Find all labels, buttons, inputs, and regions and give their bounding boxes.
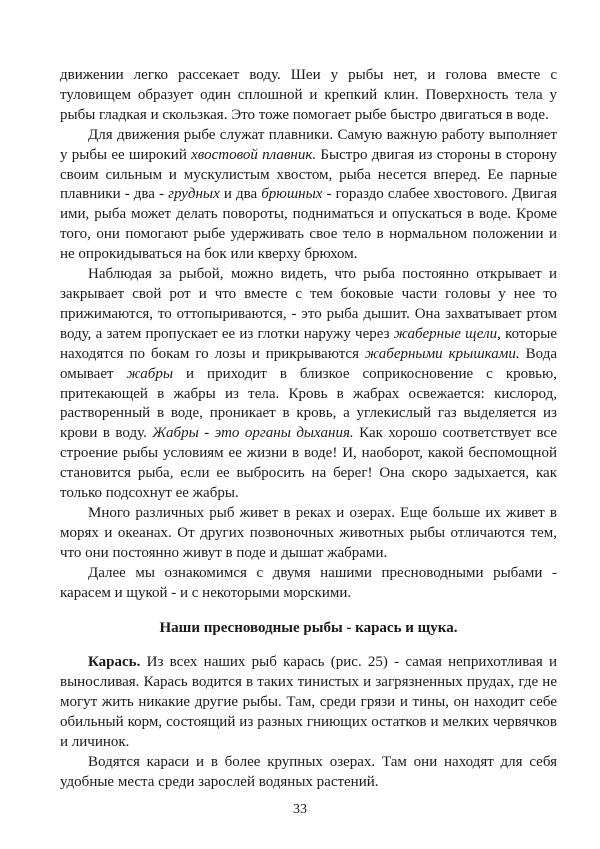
text-run: Быстро двигая из стороны в сторону своим сильным и мускулистым хвостом, рыба несется вперед. Ее парные плавники - два - (60, 146, 557, 203)
text-run: Наблюдая за рыбой, можно видеть, что рыба постоянно открывает и закрывает свой рот и что вместе с тем боковые части головы у нее то прижимаются, то оттопыриваются, - это рыба дышит. Она захватывает ртом воду, а затем пропускает ее из глотки наружу через (60, 266, 557, 342)
text-run: и приходит в близкое соприкосновение с кровью, притекающей в жабры из тела. Кровь в жабрах освежается: кислород, растворенный в воде, проникает в кровь, а углекислый газ выделяется из крови в воду. (60, 365, 557, 442)
text-run: Как хорошо соответствует все строение рыбы условиям ее жизни в воде! И, наоборот, какой беспомощной становится рыба, если ее выбросить на берег! Она скоро задыхается, как только подсохнут ее жабры. (60, 425, 557, 502)
text-run: - гораздо слабее хвостового. Двигая ими, рыба может делать повороты, подниматься и опускаться в воде. Кроме того, они помогают рыбе удерживать свое тело в нормальном положении и не опрокидываться на бок или кверху брюхом. (60, 186, 558, 263)
paragraph-carp-lakes (60, 753, 557, 793)
text-run: Далее мы ознакомимся с двумя нашими пресноводными рыбами - карасем и щукой - и с некоторыми морскими. (60, 564, 557, 601)
italic-term: жаберные щели, (393, 325, 501, 342)
text-run: Из всех наших рыб карась (рис. 25) - самая неприхотливая и выносливая. Карась водится в таких тинистых и загрязненных прудах, где не могут жить никакие другие рыбы. Там, среди грязи и тины, он находит себе обильный корм, состоящий из разных гниющих остатков и мелких червячков и личинок. (60, 654, 557, 750)
italic-term: жаберными крышками. (365, 345, 520, 362)
text-run: Для движения рыбе служат плавники. Самую важную работу выполняет у рыбы ее широкий (60, 126, 557, 163)
bold-term: Карась. (88, 654, 141, 671)
section-heading: Наши пресноводные рыбы - карась и щука. (159, 620, 458, 637)
text-run: Водятся караси и в более крупных озерах. Там они находят для себя удобные места среди зарослей водяных растений. (60, 753, 557, 790)
text-run: Много различных рыб живет в реках и озерах. Еще больше их живет в морях и океанах. От других позвоночных животных рыбы отличаются тем, что они постоянно живут в поде и дышат жабрами. (60, 504, 557, 561)
text-run: которые находятся по бокам го лозы и прикрываются (60, 325, 557, 362)
page-number: 33 (293, 802, 307, 817)
paragraph-carp (60, 653, 557, 753)
text-run: Вода омывает (60, 345, 557, 382)
page-body (60, 66, 557, 793)
italic-term: брюшных (261, 186, 323, 203)
italic-term: грудных (168, 186, 220, 203)
text-run: движении легко рассекает воду. Шеи у рыбы нет, и голова вместе с туловищем образует один сплошной и крепкий клин. Поверхность тела у рыбы гладкая и скользкая. Это тоже помогает рыбе быстро двигаться в воде. (60, 67, 557, 123)
italic-term: Жабры - это органы дыхания. (152, 425, 354, 442)
paragraph-fins (60, 126, 557, 265)
paragraph-continuation (60, 66, 557, 126)
paragraph-breathing (60, 265, 557, 504)
paragraph-intro-freshwater (60, 564, 557, 604)
italic-term: хвостовой плавник. (191, 146, 317, 163)
paragraph-habitats (60, 504, 557, 564)
text-run: и два (219, 186, 262, 203)
italic-term: жабры (126, 365, 174, 382)
